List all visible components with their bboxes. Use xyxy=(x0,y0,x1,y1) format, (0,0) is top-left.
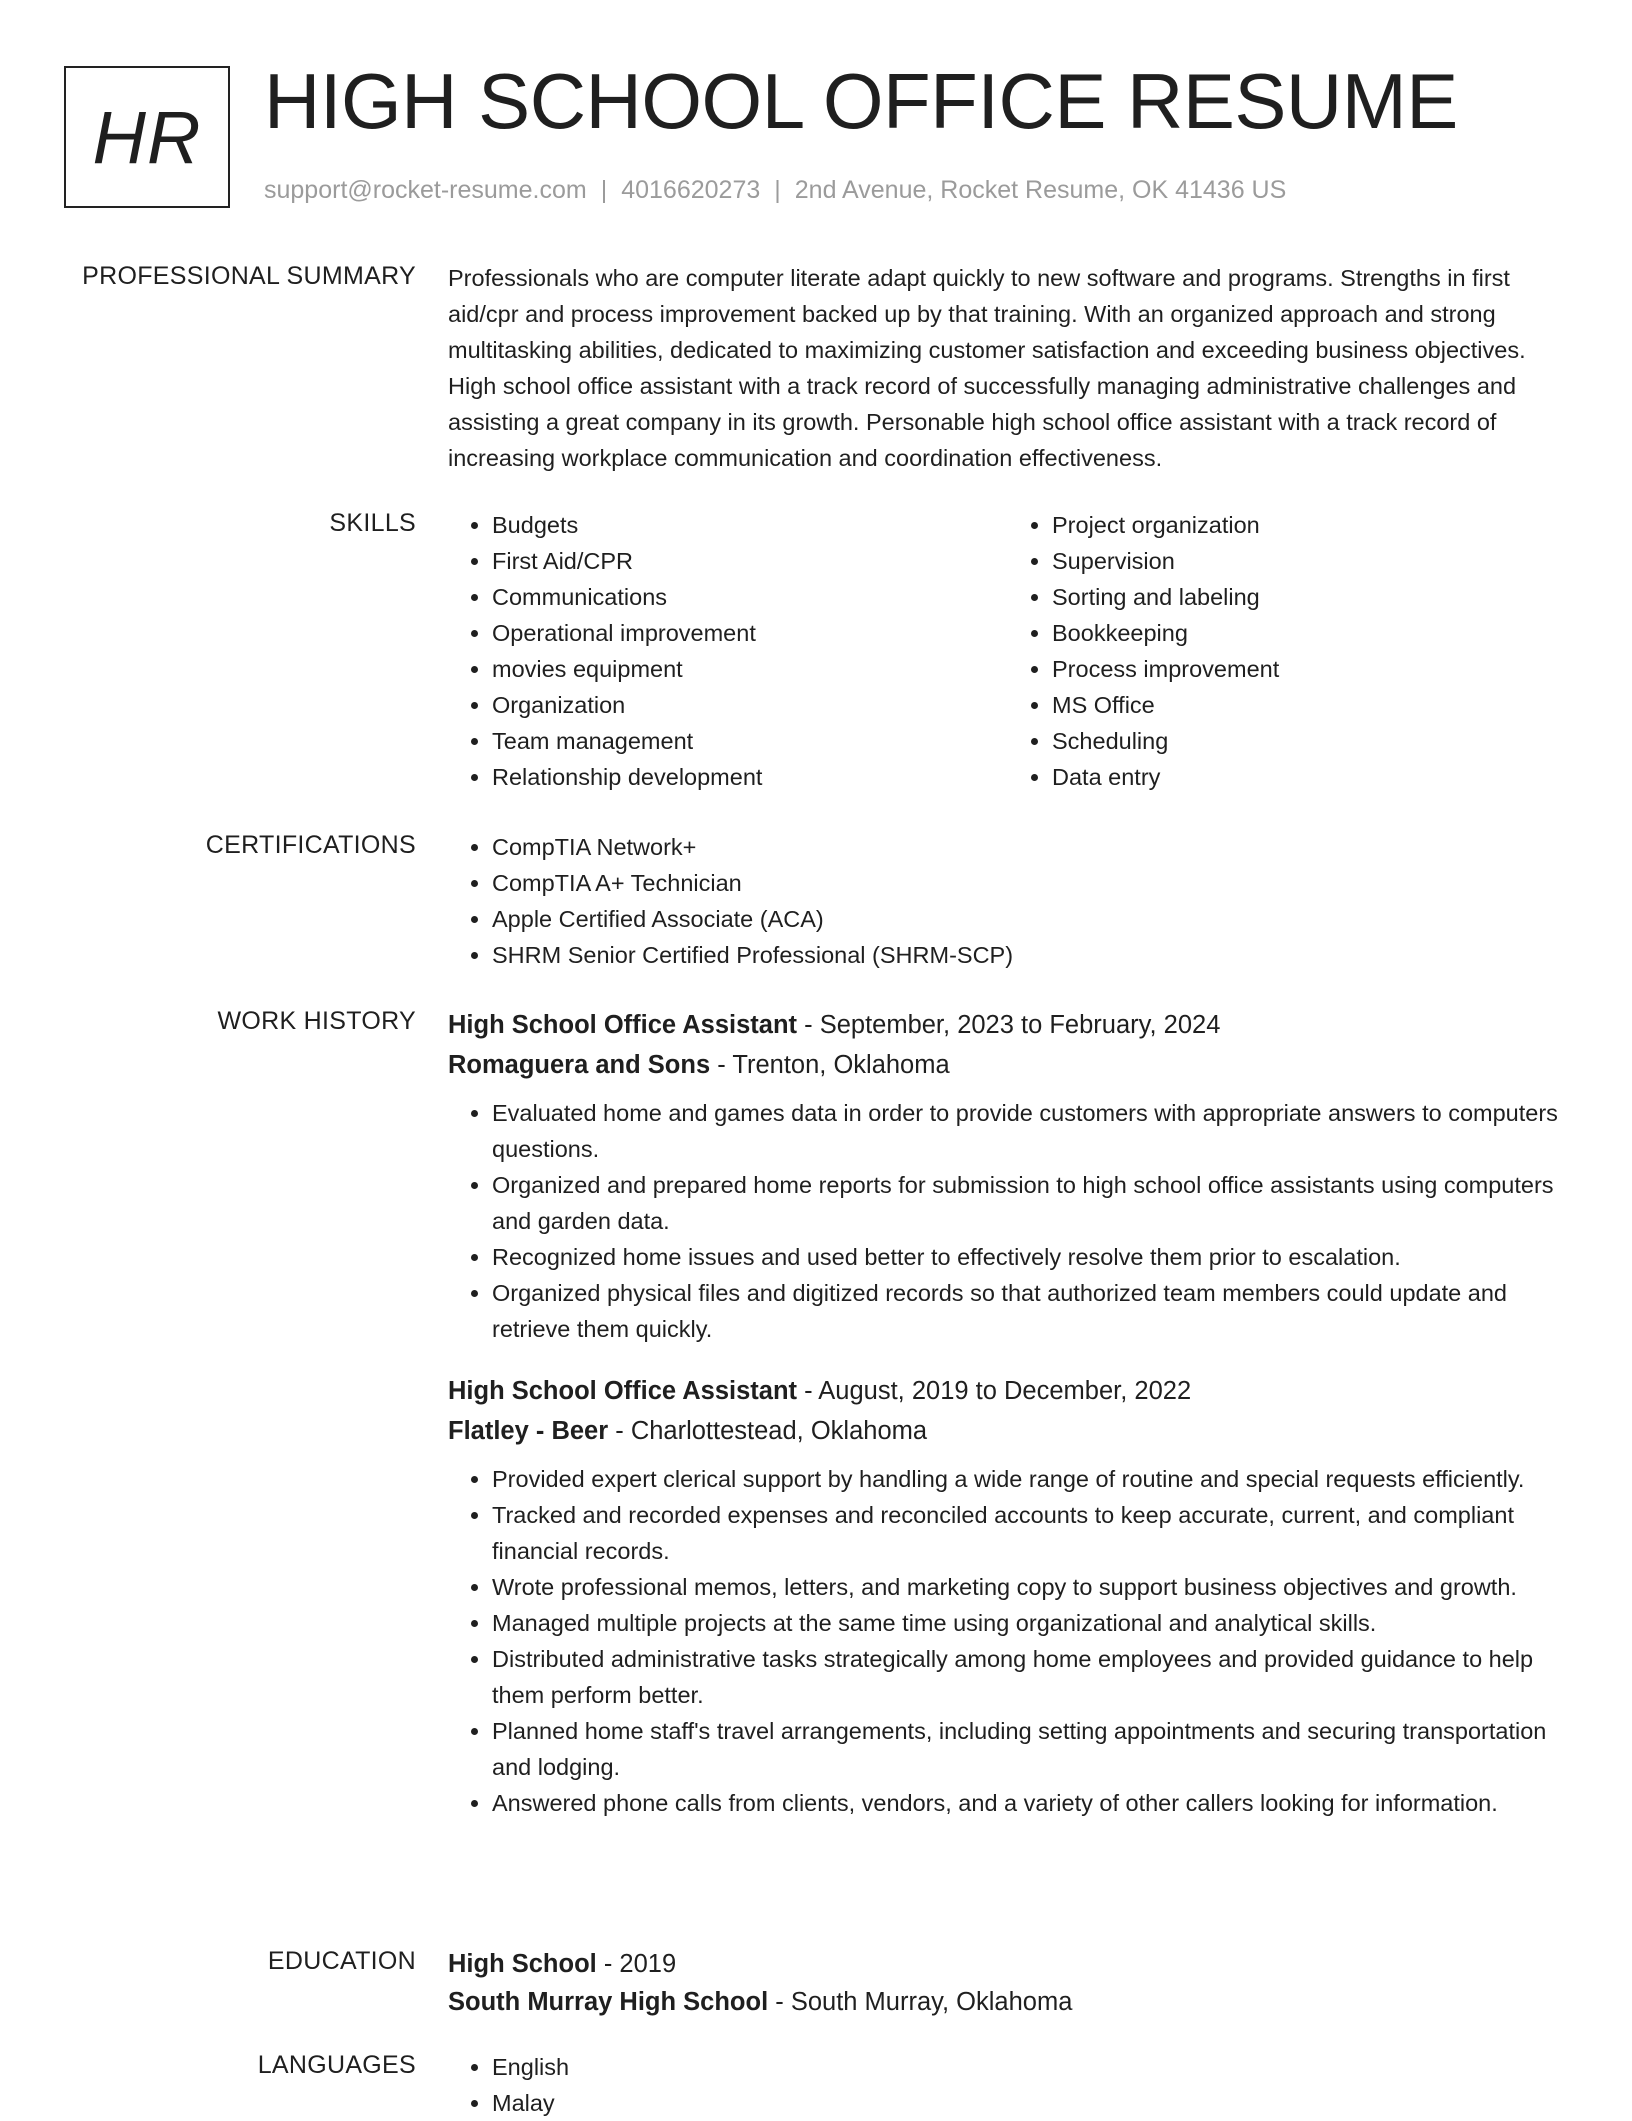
job-bullet: • Organized physical files and digitized records so that authorized team members could update and retrieve them quickly. xyxy=(492,1275,1568,1347)
language-item: • Malay xyxy=(492,2085,1568,2121)
skill-item: • movies equipment xyxy=(492,651,1008,687)
job-company-line xyxy=(448,1045,1568,1085)
job-bullet: • Distributed administrative tasks strategically among home employees and provided guidance to help them perform better. xyxy=(492,1641,1568,1713)
job-company: Flatley - Beer xyxy=(448,1417,609,1445)
job-bullet: • Provided expert clerical support by handling a wide range of routine and special requests efficiently. xyxy=(492,1461,1568,1497)
job-title: High School Office Assistant xyxy=(448,1011,798,1039)
education-body xyxy=(448,1945,1568,2021)
job-company-line xyxy=(448,1411,1568,1451)
job-bullet: • Tracked and recorded expenses and reconciled accounts to keep accurate, current, and compliant financial records. xyxy=(492,1497,1568,1569)
skill-item: • Data entry xyxy=(1052,759,1568,795)
contact-address: 2nd Avenue, Rocket Resume, OK 41436 US xyxy=(794,176,1287,204)
job-title: High School Office Assistant xyxy=(448,1377,798,1405)
job-bullet: • Recognized home issues and used better to effectively resolve them prior to escalation. xyxy=(492,1239,1568,1275)
skill-item: • Scheduling xyxy=(1052,723,1568,759)
job-bullets xyxy=(448,1461,1568,1821)
job-company: Romaguera and Sons xyxy=(448,1051,711,1079)
monogram-logo: HR xyxy=(64,66,230,208)
education-school: South Murray High School xyxy=(448,1988,769,2016)
contact-email[interactable]: support@rocket-resume.com xyxy=(264,176,587,204)
job-dates: - August, 2019 to December, 2022 xyxy=(797,1377,1192,1405)
skill-item: • Team management xyxy=(492,723,1008,759)
education-school-line xyxy=(448,1983,1568,2021)
certifications-list xyxy=(448,829,1568,973)
job-bullet: • Planned home staff's travel arrangements, including setting appointments and securing transportation and lodging. xyxy=(492,1713,1568,1785)
skill-item: • Relationship development xyxy=(492,759,1008,795)
skill-item: • Operational improvement xyxy=(492,615,1008,651)
section-label-certifications: CERTIFICATIONS xyxy=(205,831,416,859)
language-item: • English xyxy=(492,2049,1568,2085)
skill-item: • Communications xyxy=(492,579,1008,615)
section-label-languages: LANGUAGES xyxy=(257,2051,416,2079)
certification-item: • Apple Certified Associate (ACA) xyxy=(492,901,1568,937)
skill-item: • First Aid/CPR xyxy=(492,543,1008,579)
contact-separator: | xyxy=(600,176,608,204)
languages-body xyxy=(448,2049,1568,2121)
resume-title: HIGH SCHOOL OFFICE RESUME xyxy=(264,57,1458,145)
job-bullet: • Managed multiple projects at the same time using organizational and analytical skills. xyxy=(492,1605,1568,1641)
certification-item: • CompTIA Network+ xyxy=(492,829,1568,865)
section-label-summary: PROFESSIONAL SUMMARY xyxy=(82,262,416,290)
job-title-line xyxy=(448,1371,1568,1411)
skill-item: • Bookkeeping xyxy=(1052,615,1568,651)
skills-list-left xyxy=(448,507,1008,795)
skill-item: • Project organization xyxy=(1052,507,1568,543)
education-degree-line xyxy=(448,1945,1568,1983)
certification-item: • SHRM Senior Certified Professional (SHRM-SCP) xyxy=(492,937,1568,973)
skill-item: • Process improvement xyxy=(1052,651,1568,687)
skills-body xyxy=(448,507,1568,795)
summary-text: Professionals who are computer literate adapt quickly to new software and programs. Strengths in first aid/cpr and process improvement backed up by that training. With an organized approach and strong multitasking abilities, dedicated to maximizing customer satisfaction and exceeding business objectives. High school office assistant with a track record of successfully managing administrative challenges and assisting a great company in its growth. Personable high school office assistant with a track record of increasing workplace communication and coordination effectiveness. xyxy=(448,265,1526,471)
job-bullet: • Evaluated home and games data in order to provide customers with appropriate answers to computers questions. xyxy=(492,1095,1568,1167)
job-entry xyxy=(448,1371,1568,1821)
languages-list xyxy=(448,2049,1568,2121)
job-bullets xyxy=(448,1095,1568,1347)
job-bullet: • Answered phone calls from clients, vendors, and a variety of other callers looking for information. xyxy=(492,1785,1568,1821)
education-location: - South Murray, Oklahoma xyxy=(768,1988,1073,2016)
job-bullet: • Organized and prepared home reports for submission to high school office assistants using computers and garden data. xyxy=(492,1167,1568,1239)
contact-line xyxy=(264,176,1286,205)
certification-item: • CompTIA A+ Technician xyxy=(492,865,1568,901)
summary-body xyxy=(448,260,1568,476)
education-year: - 2019 xyxy=(596,1950,677,1978)
skill-item: • Sorting and labeling xyxy=(1052,579,1568,615)
certifications-body xyxy=(448,829,1568,973)
skill-item: • MS Office xyxy=(1052,687,1568,723)
skill-item: • Budgets xyxy=(492,507,1008,543)
section-label-skills: SKILLS xyxy=(329,509,416,537)
job-dates: - September, 2023 to February, 2024 xyxy=(797,1011,1221,1039)
section-label-education: EDUCATION xyxy=(267,1947,416,1975)
skill-item: • Supervision xyxy=(1052,543,1568,579)
work-history-body xyxy=(448,1005,1568,1821)
job-bullet: • Wrote professional memos, letters, and marketing copy to support business objectives and growth. xyxy=(492,1569,1568,1605)
job-location: - Trenton, Oklahoma xyxy=(710,1051,950,1079)
contact-separator: | xyxy=(774,176,781,204)
skill-item: • Organization xyxy=(492,687,1008,723)
section-label-work-history: WORK HISTORY xyxy=(217,1007,416,1035)
job-location: - Charlottestead, Oklahoma xyxy=(608,1417,928,1445)
skills-list-right xyxy=(1008,507,1568,795)
education-degree: High School xyxy=(448,1950,597,1978)
contact-phone[interactable]: 4016620273 xyxy=(621,176,761,204)
job-title-line xyxy=(448,1005,1568,1045)
job-entry xyxy=(448,1005,1568,1347)
